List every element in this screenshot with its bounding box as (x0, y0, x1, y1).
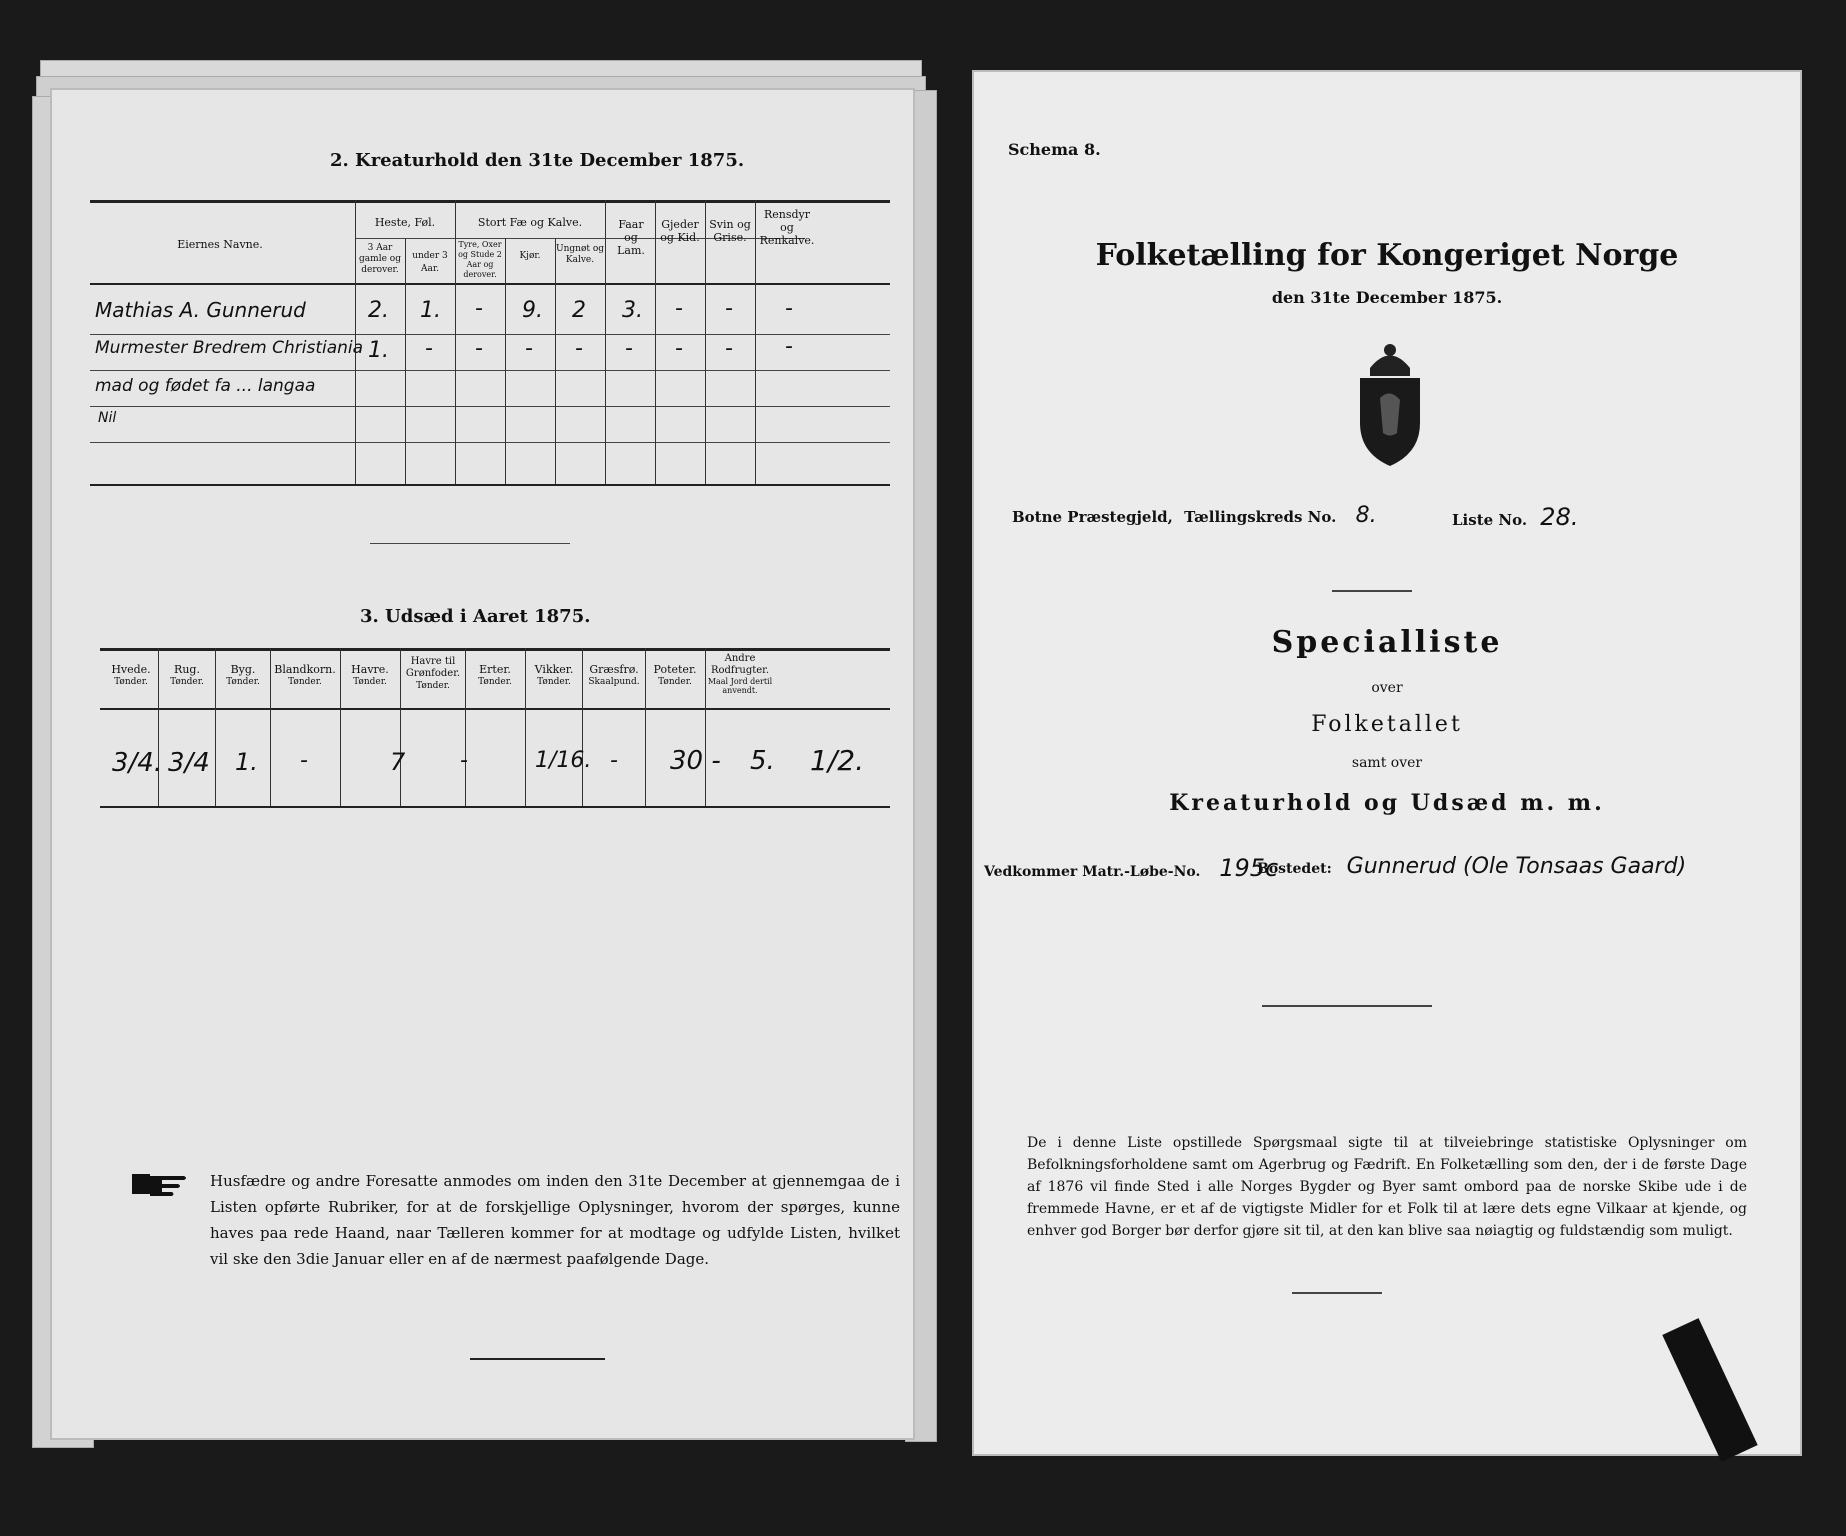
list-line (1452, 503, 1578, 531)
sheep-header: Faar og Lam. (617, 218, 645, 257)
owner-header: Eiernes Navne. (177, 238, 263, 251)
pigs-value: - (725, 336, 733, 361)
pigs-header: Svin og Grise. (709, 218, 751, 244)
young-calves-value: - (575, 336, 583, 361)
sheep-value: - (625, 336, 633, 361)
left-page (50, 88, 915, 1440)
seed-value-peas: 1/16. (535, 748, 592, 773)
sheep-value: 3. (622, 298, 643, 323)
seed-value-rye: 3/4 (168, 748, 210, 778)
seed-value-vetch: - (610, 748, 618, 773)
horses-3plus-header: 3 Aar gamle og derover. (359, 243, 401, 275)
special-list-title: Specialliste (1271, 625, 1503, 660)
footer-text: De i denne Liste opstillede Spørgsmaal sigte til at tilveiebringe statistiske Oplysninger om Befolkningsforholdene samt om Agerbrug og Fædrift. En Folketælling som den, der i de første Dage af 1876 vil finde Sted i alle Norges Bygder og Byer samt ombord paa de norske Skibe ude i de fremmede Havne, er et af de vigtigste Midler for et Folk til at lære dets egne Vilkaar at kjende, og enhver god Borger bør derfor gjøre sit til, at den kan blive saa nøiagtig og fuldstændig som muligt. (1027, 1135, 1747, 1239)
goats-value: - (675, 336, 683, 361)
cows-value: 9. (522, 298, 543, 323)
section2-title: 2. Kreaturhold den 31te December 1875. (330, 150, 745, 171)
seed-value-roots: 1/2. (810, 744, 864, 777)
seed-value-potatoes: 5. (750, 746, 775, 776)
horses-header: Heste, Føl. (374, 216, 436, 229)
matr-line (984, 854, 1278, 882)
reindeer-header: Rensdyr og Renkalve. (759, 208, 815, 247)
seed-header: Græsfrø. Skaalpund. (588, 663, 640, 687)
seed-value-grass: 30 - (670, 746, 721, 776)
horses-under3-value: - (425, 336, 433, 361)
goats-header: Gjeder og Kid. (660, 218, 700, 244)
pointing-hand-icon (132, 1170, 190, 1198)
matr-label: Vedkommer Matr.-Løbe-No. (984, 864, 1201, 880)
coat-of-arms-icon (1335, 338, 1445, 468)
goats-value: - (675, 296, 683, 321)
section3-title: 3. Udsæd i Aaret 1875. (360, 606, 591, 627)
seed-header: Poteter. Tønder. (653, 663, 697, 687)
samt-over-label: samt over (1351, 755, 1423, 771)
bosted-line (1257, 854, 1686, 879)
district-label: Tællingskreds No. (1184, 508, 1337, 526)
seed-value-green-oats: - (460, 748, 468, 773)
seed-header: Vikker. Tønder. (534, 663, 574, 687)
seed-header: Havre til Grønfoder. Tønder. (405, 656, 461, 691)
cows-value: - (525, 336, 533, 361)
seed-value-wheat: 3/4. (112, 748, 163, 778)
bulls-value: - (475, 336, 483, 361)
seed-header: Andre Rodfrugter. Maal Jord dertil anvendt. (707, 653, 773, 695)
kreaturhold-label: Kreaturhold og Udsæd m. m. (1169, 790, 1605, 816)
seed-header: Havre. Tønder. (351, 663, 389, 687)
district-value: 8. (1355, 503, 1377, 528)
cows-header: Kjør. (519, 251, 541, 261)
right-page (972, 70, 1802, 1456)
seed-value-barley: 1. (235, 748, 258, 776)
parish-label: Botne Præstegjeld, (1012, 508, 1173, 526)
young-calves-value: 2 (572, 298, 586, 323)
seed-header: Byg. Tønder. (226, 663, 260, 687)
horses-under3-value: 1. (420, 298, 441, 323)
bulls-value: - (475, 296, 483, 321)
schema-label: Schema 8. (1008, 140, 1101, 159)
list-label: Liste No. (1452, 511, 1528, 529)
owner-name: Nil (98, 410, 117, 426)
over-label: over (1371, 680, 1403, 696)
notice-text: Husfædre og andre Foresatte anmodes om inden den 31te December at gjennemgaa de i Listen opførte Rubriker, for at de forskjellige Oplysninger, hvorom der spørges, kunne haves paa rede Haand, naar Tælleren kommer for at modtage og udfylde Listen, hvilket vil ske den 3die Januar eller en af de nærmest paafølgende Dage. (210, 1172, 900, 1268)
main-title: Folketælling for Kongeriget Norge (1095, 238, 1679, 273)
owner-name: Murmester Bredrem Christiania (95, 338, 364, 358)
reindeer-value: - (785, 334, 793, 359)
bosted-label: Bostedet: (1257, 861, 1332, 877)
bosted-value: Gunnerud (Ole Tonsaas Gaard) (1346, 854, 1687, 879)
reindeer-value: - (785, 296, 793, 321)
matr-value: 195c (1219, 854, 1279, 882)
bulls-header: Tyre, Oxer og Stude 2 Aar og derover. (458, 240, 502, 279)
list-value: 28. (1540, 503, 1579, 531)
cattle-header: Stort Fæ og Kalve. (477, 216, 583, 229)
seed-header: Rug. Tønder. (170, 663, 204, 687)
folketallet-label: Folketallet (1311, 712, 1463, 737)
pigs-value: - (725, 296, 733, 321)
seed-value-oats: 7 (390, 748, 406, 776)
date-line: den 31te December 1875. (1271, 288, 1503, 307)
parish-line (1012, 503, 1377, 528)
horses-3plus-value: 2. (368, 298, 389, 323)
seed-header: Hvede. Tønder. (111, 663, 151, 687)
horses-under3-header: under 3 Aar. (412, 251, 448, 274)
seed-value-mixed: - (300, 748, 308, 773)
horses-3plus-value: 1. (368, 338, 389, 363)
owner-name: mad og fødet fa ... langaa (95, 376, 316, 396)
seed-header: Blandkorn. Tønder. (274, 663, 336, 687)
owner-name: Mathias A. Gunnerud (95, 298, 306, 322)
seed-header: Erter. Tønder. (478, 663, 512, 687)
young-calves-header: Ungnøt og Kalve. (556, 244, 605, 265)
